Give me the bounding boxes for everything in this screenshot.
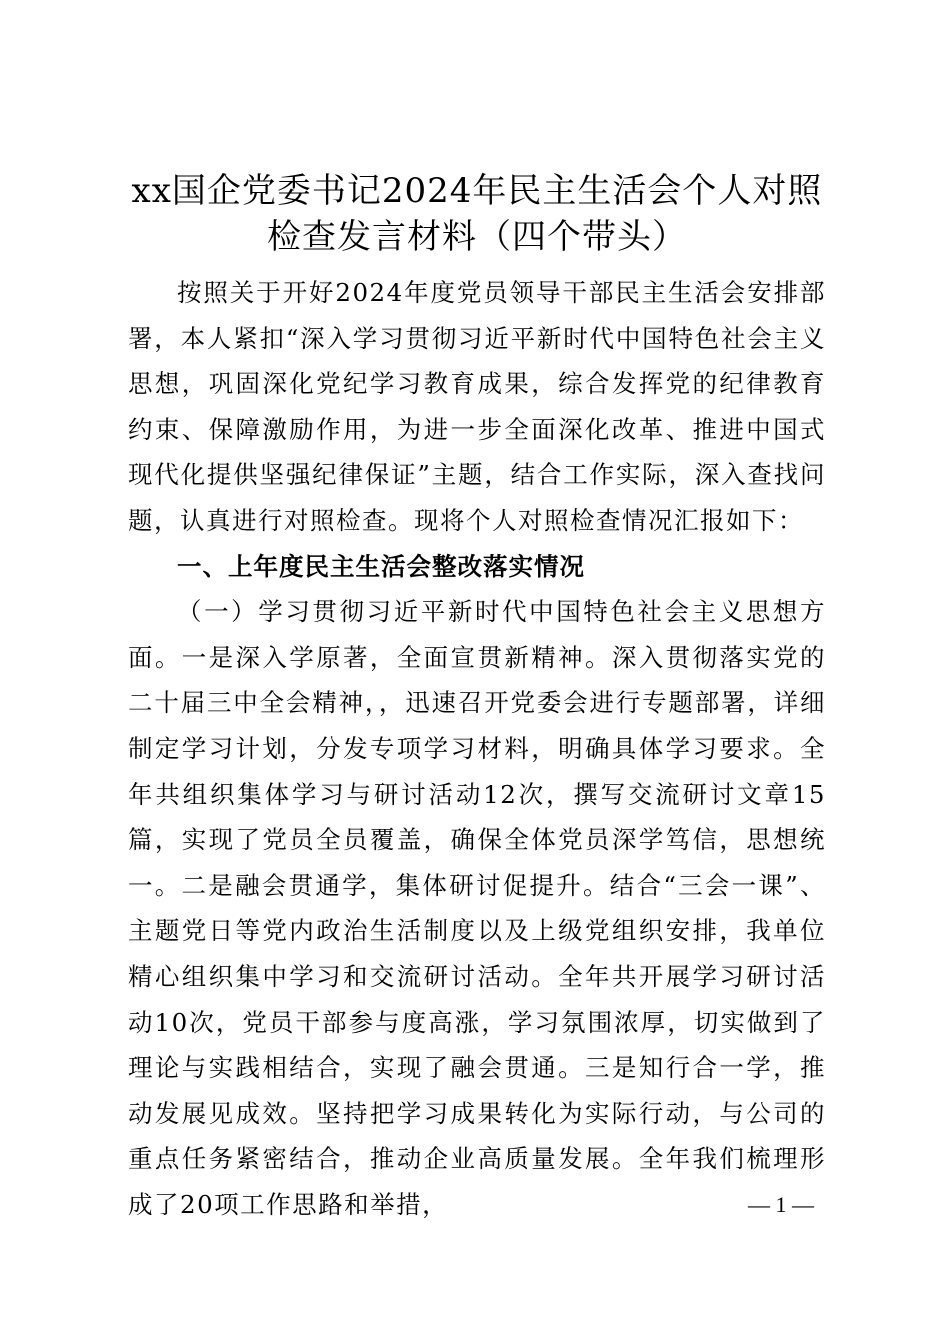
body-paragraph: （一）学习贯彻习近平新时代中国特色社会主义思想方面。一是深入学原著，全面宣贯新精神。深入贯彻落实党的二十届三中全会精神，，迅速召开党委会进行专题部署，详细制定学习计划，分发专项学习材料，明确具体学习要求。全年共组织集体学习与研讨活动12次，撰写交流研讨文章15篇，实现了党员全员覆盖，确保全体党员深学笃信，思想统一。二是融会贯通学，集体研讨促提升。结合“三会一课”、主题党日等党内政治生活制度以及上级党组织安排，我单位精心组织集中学习和交流研讨活动。全年共开展学习研讨活动10次，党员干部参与度高涨，学习氛围浓厚，切实做到了理论与实践相结合，实现了融会贯通。三是知行合一学，推动发展见成效。坚持把学习成果转化为实际行动，与公司的重点任务紧密结合，推动企业高质量发展。全年我们梳理形成了20项工作思路和举措，	[128, 597, 826, 1219]
page-number: — 1 —	[748, 1192, 814, 1217]
intro-paragraph: 按照关于开好2024年度党员领导干部民主生活会安排部署，本人紧扣“深入学习贯彻习近平新时代中国特色社会主义思想，巩固深化党纪学习教育成果，综合发挥党的纪律教育约束、保障激励作用，为进一步全面深化改革、推进中国式现代化提供坚强纪律保证”主题，结合工作实际，深入查找问题，认真进行对照检查。现将个人对照检查情况汇报如下：	[128, 278, 826, 535]
document-title: xx国企党委书记2024年民主生活会个人对照检查发言材料（四个带头）	[131, 171, 823, 257]
document-page	[128, 168, 826, 1227]
section-heading: 一、上年度民主生活会整改落实情况	[177, 551, 585, 581]
